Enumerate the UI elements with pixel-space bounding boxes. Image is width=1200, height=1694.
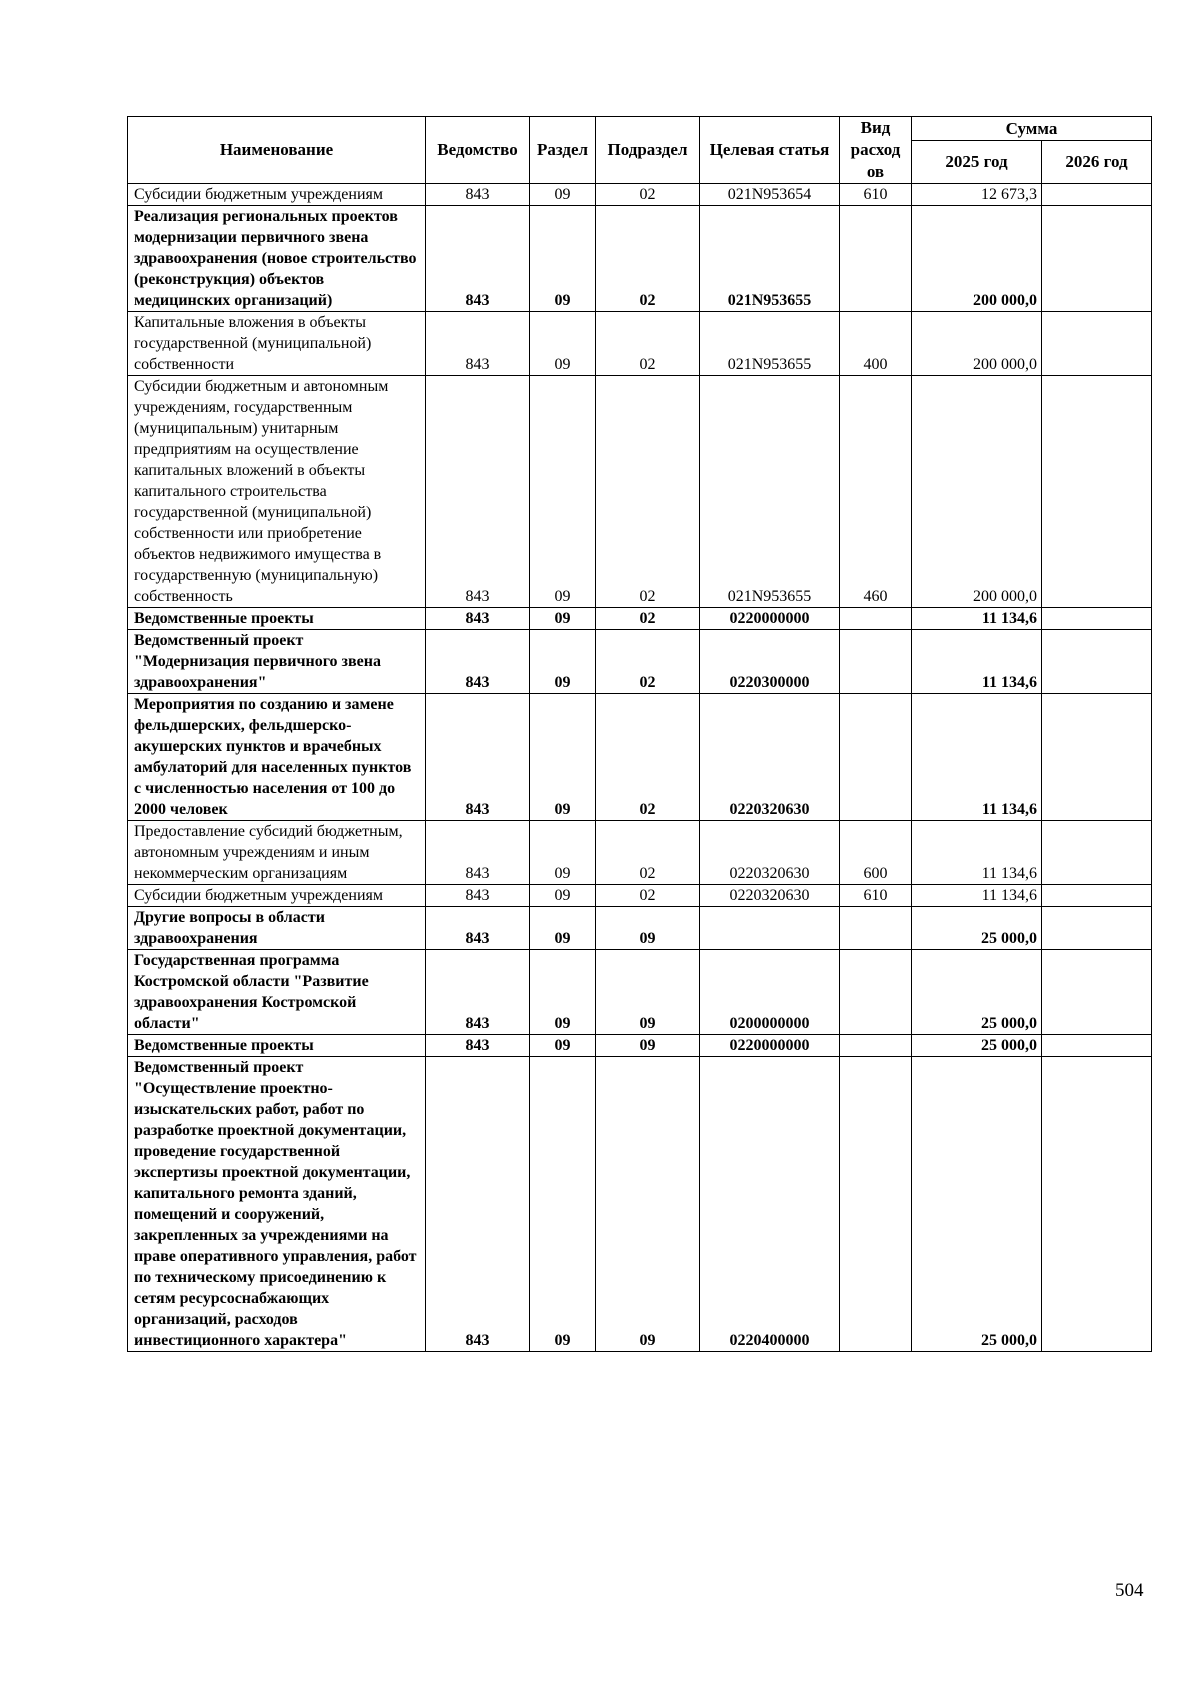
cell-department: 843 xyxy=(426,608,530,630)
cell-amount-2025: 11 134,6 xyxy=(912,630,1042,694)
cell-name: Капитальные вложения в объекты государственной (муниципальной) собственности xyxy=(128,312,426,376)
cell-subsection: 02 xyxy=(596,312,700,376)
cell-expense-type: 610 xyxy=(840,885,912,907)
cell-name: Предоставление субсидий бюджетным, автономным учреждениям и иным некоммерческим организациям xyxy=(128,821,426,885)
cell-expense-type xyxy=(840,1057,912,1352)
page-number: 504 xyxy=(1115,1580,1144,1601)
cell-department: 843 xyxy=(426,950,530,1035)
cell-expense-type xyxy=(840,694,912,821)
cell-subsection: 02 xyxy=(596,821,700,885)
table-header xyxy=(128,117,1152,184)
header-target-item: Целевая статья xyxy=(700,117,840,184)
cell-section: 09 xyxy=(530,1035,596,1057)
cell-target-item: 0220400000 xyxy=(700,1057,840,1352)
cell-subsection: 09 xyxy=(596,950,700,1035)
cell-expense-type xyxy=(840,630,912,694)
cell-department: 843 xyxy=(426,1035,530,1057)
table-row xyxy=(128,608,1152,630)
cell-expense-type: 400 xyxy=(840,312,912,376)
cell-target-item xyxy=(700,907,840,950)
cell-amount-2026 xyxy=(1042,821,1152,885)
cell-subsection: 02 xyxy=(596,630,700,694)
cell-department: 843 xyxy=(426,1057,530,1352)
cell-name: Другие вопросы в области здравоохранения xyxy=(128,907,426,950)
cell-amount-2026 xyxy=(1042,376,1152,608)
cell-target-item: 021N953655 xyxy=(700,376,840,608)
cell-section: 09 xyxy=(530,608,596,630)
cell-amount-2025: 11 134,6 xyxy=(912,608,1042,630)
cell-section: 09 xyxy=(530,312,596,376)
budget-table xyxy=(127,116,1152,1352)
cell-target-item: 0220320630 xyxy=(700,821,840,885)
cell-amount-2026 xyxy=(1042,1035,1152,1057)
cell-target-item: 0220320630 xyxy=(700,885,840,907)
cell-amount-2025: 25 000,0 xyxy=(912,907,1042,950)
cell-target-item: 0220000000 xyxy=(700,1035,840,1057)
cell-amount-2026 xyxy=(1042,608,1152,630)
cell-section: 09 xyxy=(530,206,596,312)
cell-target-item: 021N953654 xyxy=(700,184,840,206)
header-name: Наименование xyxy=(128,117,426,184)
table-row xyxy=(128,376,1152,608)
cell-target-item: 0220300000 xyxy=(700,630,840,694)
table-row xyxy=(128,1057,1152,1352)
cell-section: 09 xyxy=(530,630,596,694)
cell-department: 843 xyxy=(426,376,530,608)
cell-department: 843 xyxy=(426,630,530,694)
table-row xyxy=(128,950,1152,1035)
cell-department: 843 xyxy=(426,206,530,312)
cell-department: 843 xyxy=(426,694,530,821)
header-subsection: Подраздел xyxy=(596,117,700,184)
table-row xyxy=(128,885,1152,907)
cell-subsection: 09 xyxy=(596,1035,700,1057)
cell-amount-2026 xyxy=(1042,184,1152,206)
header-year-2026: 2026 год xyxy=(1042,141,1152,184)
cell-subsection: 02 xyxy=(596,376,700,608)
table-row xyxy=(128,312,1152,376)
cell-department: 843 xyxy=(426,885,530,907)
cell-section: 09 xyxy=(530,1057,596,1352)
cell-target-item: 021N953655 xyxy=(700,312,840,376)
table-row xyxy=(128,694,1152,821)
table-row xyxy=(128,206,1152,312)
cell-department: 843 xyxy=(426,312,530,376)
cell-amount-2025: 200 000,0 xyxy=(912,206,1042,312)
table-row xyxy=(128,184,1152,206)
cell-department: 843 xyxy=(426,184,530,206)
cell-name: Субсидии бюджетным учреждениям xyxy=(128,885,426,907)
header-expense-type: Вид расход ов xyxy=(840,117,912,184)
cell-department: 843 xyxy=(426,821,530,885)
cell-expense-type xyxy=(840,907,912,950)
cell-target-item: 021N953655 xyxy=(700,206,840,312)
cell-expense-type xyxy=(840,950,912,1035)
cell-section: 09 xyxy=(530,907,596,950)
table-body xyxy=(128,184,1152,1352)
cell-amount-2025: 11 134,6 xyxy=(912,885,1042,907)
cell-amount-2025: 25 000,0 xyxy=(912,1057,1042,1352)
cell-name: Субсидии бюджетным учреждениям xyxy=(128,184,426,206)
table-row xyxy=(128,1035,1152,1057)
header-sum: Сумма xyxy=(912,117,1152,141)
cell-amount-2025: 200 000,0 xyxy=(912,312,1042,376)
cell-name: Субсидии бюджетным и автономным учреждениям, государственным (муниципальным) унитарным предприятиям на осуществление капитальных вложений в объекты капитального строительства государственной (муниципальной) собственности или приобретение объектов недвижимого имущества в государственную (муниципальную) собственность xyxy=(128,376,426,608)
cell-expense-type: 610 xyxy=(840,184,912,206)
header-year-2025: 2025 год xyxy=(912,141,1042,184)
cell-section: 09 xyxy=(530,184,596,206)
header-section: Раздел xyxy=(530,117,596,184)
cell-subsection: 09 xyxy=(596,1057,700,1352)
cell-amount-2025: 25 000,0 xyxy=(912,950,1042,1035)
cell-expense-type: 460 xyxy=(840,376,912,608)
cell-subsection: 02 xyxy=(596,184,700,206)
cell-name: Мероприятия по созданию и замене фельдшерских, фельдшерско-акушерских пунктов и врачебных амбулаторий для населенных пунктов с численностью населения от 100 до 2000 человек xyxy=(128,694,426,821)
cell-section: 09 xyxy=(530,950,596,1035)
table-row xyxy=(128,821,1152,885)
table-row xyxy=(128,630,1152,694)
cell-name: Ведомственный проект "Осуществление проектно-изыскательских работ, работ по разработке проектной документации, проведение государственной экспертизы проектной документации, капитального ремонта зданий, помещений и сооружений, закрепленных за учреждениями на праве оперативного управления, работ по техническому присоединению к сетям ресурсоснабжающих организаций, расходов инвестиционного характера" xyxy=(128,1057,426,1352)
cell-amount-2026 xyxy=(1042,694,1152,821)
cell-subsection: 02 xyxy=(596,694,700,821)
cell-name: Ведомственный проект "Модернизация первичного звена здравоохранения" xyxy=(128,630,426,694)
cell-amount-2026 xyxy=(1042,885,1152,907)
cell-subsection: 02 xyxy=(596,206,700,312)
cell-name: Ведомственные проекты xyxy=(128,1035,426,1057)
cell-amount-2026 xyxy=(1042,950,1152,1035)
cell-name: Государственная программа Костромской области "Развитие здравоохранения Костромской области" xyxy=(128,950,426,1035)
cell-section: 09 xyxy=(530,376,596,608)
cell-name: Реализация региональных проектов модернизации первичного звена здравоохранения (новое строительство (реконструкция) объектов медицинских организаций) xyxy=(128,206,426,312)
cell-amount-2026 xyxy=(1042,312,1152,376)
cell-expense-type xyxy=(840,1035,912,1057)
cell-target-item: 0220320630 xyxy=(700,694,840,821)
cell-expense-type: 600 xyxy=(840,821,912,885)
cell-department: 843 xyxy=(426,907,530,950)
cell-amount-2025: 25 000,0 xyxy=(912,1035,1042,1057)
cell-expense-type xyxy=(840,608,912,630)
cell-amount-2026 xyxy=(1042,1057,1152,1352)
cell-amount-2025: 11 134,6 xyxy=(912,694,1042,821)
cell-target-item: 0220000000 xyxy=(700,608,840,630)
cell-amount-2025: 200 000,0 xyxy=(912,376,1042,608)
table-row xyxy=(128,907,1152,950)
cell-section: 09 xyxy=(530,821,596,885)
cell-expense-type xyxy=(840,206,912,312)
cell-name: Ведомственные проекты xyxy=(128,608,426,630)
cell-subsection: 09 xyxy=(596,907,700,950)
cell-amount-2025: 12 673,3 xyxy=(912,184,1042,206)
cell-section: 09 xyxy=(530,885,596,907)
cell-subsection: 02 xyxy=(596,608,700,630)
cell-amount-2025: 11 134,6 xyxy=(912,821,1042,885)
cell-amount-2026 xyxy=(1042,206,1152,312)
header-department: Ведомство xyxy=(426,117,530,184)
cell-subsection: 02 xyxy=(596,885,700,907)
cell-amount-2026 xyxy=(1042,630,1152,694)
cell-target-item: 0200000000 xyxy=(700,950,840,1035)
cell-amount-2026 xyxy=(1042,907,1152,950)
cell-section: 09 xyxy=(530,694,596,821)
